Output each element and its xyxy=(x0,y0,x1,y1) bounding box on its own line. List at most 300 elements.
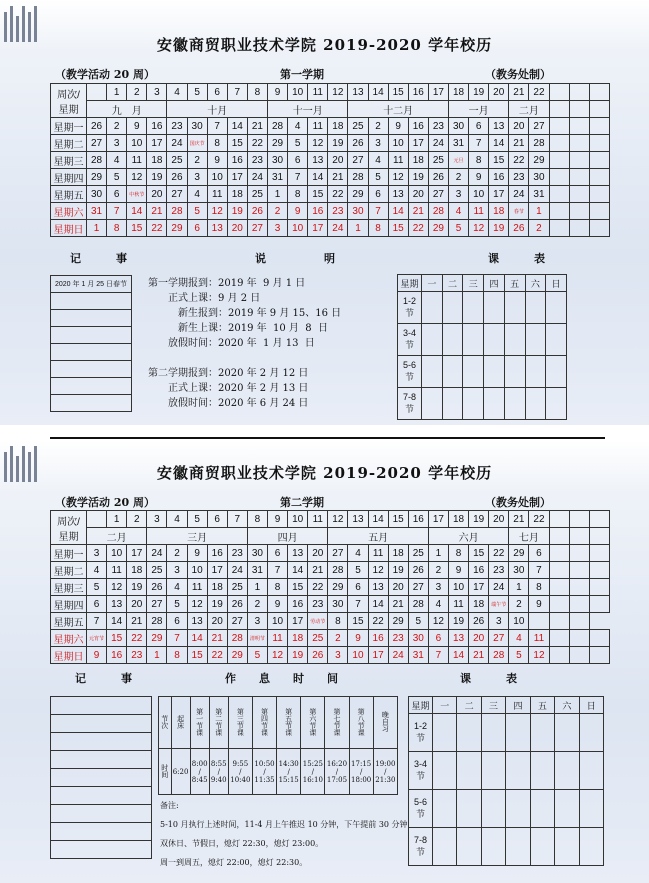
date-cell: 5 xyxy=(348,562,368,579)
schedule-cell xyxy=(579,714,603,752)
notes-text xyxy=(148,276,341,411)
date-cell: 25 xyxy=(147,562,167,579)
date-cell: 7 xyxy=(348,596,368,613)
date-cell: 28 xyxy=(489,647,509,664)
semester-two-panel xyxy=(0,440,649,883)
work-head-cell xyxy=(209,697,228,749)
date-cell: 29 xyxy=(328,579,348,596)
date-cell: 6 xyxy=(368,186,388,203)
week-number: 12 xyxy=(328,84,348,101)
work-time-cell xyxy=(171,749,190,795)
date-cell: 12 xyxy=(267,647,287,664)
date-cell: 11 xyxy=(448,596,468,613)
date-cell: 26 xyxy=(227,596,247,613)
date-cell: 23 xyxy=(428,118,448,135)
calendar-row xyxy=(51,545,610,562)
date-cell: 10 xyxy=(267,613,287,630)
date-cell: 1 xyxy=(147,647,167,664)
period-label: 7-8 节 xyxy=(409,828,433,866)
day-label: 星期一 xyxy=(51,118,87,135)
date-cell: 6 xyxy=(288,152,308,169)
work-time-part: 16:10 xyxy=(302,775,323,784)
date-cell: 30 xyxy=(328,596,348,613)
date-cell: 16 xyxy=(308,203,328,220)
week-number: 10 xyxy=(288,84,308,101)
date-cell: 11 xyxy=(308,118,328,135)
blank-cell xyxy=(549,135,569,152)
date-cell: 30 xyxy=(448,118,468,135)
record-line xyxy=(51,697,152,715)
date-cell: 24 xyxy=(509,186,529,203)
month-label: 二月 xyxy=(87,528,147,545)
record-line xyxy=(51,733,152,751)
date-cell: 20 xyxy=(408,186,428,203)
work-head-text: 节次 xyxy=(160,714,169,729)
week-label xyxy=(51,84,87,118)
note-line: 正式上课：2020 年 2 月 13 日 xyxy=(148,383,309,394)
blank-cell xyxy=(569,152,589,169)
date-cell: 5 xyxy=(368,169,388,186)
date-cell: 15 xyxy=(187,647,207,664)
date-cell: 22 xyxy=(147,220,167,237)
day-label: 星期四 xyxy=(51,169,87,186)
schedule-head-cell: 六 xyxy=(525,275,546,292)
date-cell: 3 xyxy=(107,135,127,152)
remarks-title: 备注: xyxy=(160,801,179,810)
date-cell: 10 xyxy=(469,186,489,203)
schedule-cell xyxy=(525,388,546,420)
date-cell: 18 xyxy=(207,579,227,596)
date-cell: 2 xyxy=(247,596,267,613)
month-label: 三月 xyxy=(147,528,248,545)
date-cell: 24 xyxy=(227,562,247,579)
work-head-cell xyxy=(325,697,349,749)
date-cell: 11 xyxy=(207,186,227,203)
work-head-text: 第七节课 xyxy=(332,707,341,736)
date-cell: 27 xyxy=(408,579,428,596)
work-time-part: 6:20 xyxy=(172,767,189,776)
schedule-table xyxy=(397,274,567,420)
schedule-cell xyxy=(433,752,457,790)
calendar-row xyxy=(51,630,610,647)
work-head-cell xyxy=(252,697,276,749)
schedule-cell xyxy=(504,292,525,324)
date-cell: 4 xyxy=(448,203,468,220)
date-cell: 4 xyxy=(187,186,207,203)
date-cell: 5 xyxy=(187,203,207,220)
date-cell: 11 xyxy=(187,579,207,596)
record-line xyxy=(51,805,152,823)
schedule-head-cell: 一 xyxy=(422,275,443,292)
date-cell: 3 xyxy=(267,220,287,237)
date-cell: 11 xyxy=(107,562,127,579)
work-head-text: 第四节课 xyxy=(260,707,269,736)
blank-cell xyxy=(569,562,589,579)
date-cell: 10 xyxy=(448,579,468,596)
schedule-head-cell: 二 xyxy=(442,275,463,292)
date-cell: 1 xyxy=(247,579,267,596)
date-cell: 1 xyxy=(428,545,448,562)
schedule-cell xyxy=(484,292,505,324)
calendar-row xyxy=(51,220,610,237)
record-line xyxy=(51,344,132,361)
date-cell: 23 xyxy=(509,169,529,186)
week-number: 8 xyxy=(247,511,267,528)
date-cell: 19 xyxy=(489,220,509,237)
date-cell: 19 xyxy=(127,579,147,596)
date-cell: 3 xyxy=(448,186,468,203)
blank-cell xyxy=(569,186,589,203)
calendar-row xyxy=(51,152,610,169)
work-time-part: 17:05 xyxy=(326,775,348,784)
date-cell: 22 xyxy=(247,135,267,152)
day-label: 星期三 xyxy=(51,579,87,596)
work-time-part: 8:00 xyxy=(191,759,208,768)
date-cell: 15 xyxy=(469,545,489,562)
date-cell: 11 xyxy=(388,152,408,169)
schedule-cell xyxy=(555,828,579,866)
week-number: 21 xyxy=(509,84,529,101)
day-label: 星期二 xyxy=(51,135,87,152)
work-time-part: 14:30 xyxy=(278,759,299,768)
work-time-sep: / xyxy=(263,767,266,776)
date-cell: 13 xyxy=(187,613,207,630)
schedule-cell xyxy=(457,790,481,828)
date-cell: 30 xyxy=(509,562,529,579)
date-cell: 17 xyxy=(227,169,247,186)
date-cell: 24 xyxy=(247,169,267,186)
record-line xyxy=(51,395,132,412)
date-cell: 19 xyxy=(328,135,348,152)
date-cell: 23 xyxy=(247,152,267,169)
date-cell: 8 xyxy=(469,152,489,169)
schedule-cell xyxy=(422,324,443,356)
blank-cell xyxy=(589,220,609,237)
schedule-cell xyxy=(463,356,484,388)
record-line xyxy=(51,841,152,859)
date-cell: 16 xyxy=(368,630,388,647)
schedule-cell xyxy=(530,752,554,790)
work-time-label-text: 时间 xyxy=(160,763,169,778)
date-cell: 6 xyxy=(87,596,107,613)
date-cell: 3 xyxy=(368,135,388,152)
month-label: 六月 xyxy=(428,528,508,545)
work-time-part: 10:50 xyxy=(254,759,275,768)
work-time-cell xyxy=(325,749,349,795)
day-label: 星期三 xyxy=(51,152,87,169)
schedule-cell xyxy=(442,292,463,324)
date-cell: 28 xyxy=(348,169,368,186)
date-cell: 13 xyxy=(308,152,328,169)
blank-cell xyxy=(589,511,609,528)
schedule-heading: 课 表 xyxy=(488,252,557,265)
record-line xyxy=(51,787,152,805)
date-cell: 10 xyxy=(127,135,147,152)
period-label: 3-4 节 xyxy=(398,324,422,356)
week-number: 8 xyxy=(247,84,267,101)
date-cell: 11 xyxy=(127,152,147,169)
week-number: 18 xyxy=(448,511,468,528)
blank-cell xyxy=(589,203,609,220)
work-head-text: 第一节课 xyxy=(195,707,204,736)
schedule-row xyxy=(398,292,567,324)
calendar-table xyxy=(50,83,610,237)
week-number: 1 xyxy=(107,511,127,528)
work-time-part: 11:35 xyxy=(254,775,275,784)
calendar-row xyxy=(51,135,610,152)
date-cell: 23 xyxy=(167,118,187,135)
week-number: 3 xyxy=(147,84,167,101)
date-cell: 23 xyxy=(127,647,147,664)
date-cell: 19 xyxy=(207,596,227,613)
blank-cell xyxy=(569,118,589,135)
page-title: 安徽商贸职业技术学院 2019-2020 学年校历 xyxy=(156,36,493,54)
date-cell: 26 xyxy=(167,169,187,186)
schedule-cell xyxy=(422,356,443,388)
date-cell: 21 xyxy=(509,135,529,152)
date-cell: 31 xyxy=(267,169,287,186)
date-cell: 16 xyxy=(469,562,489,579)
blank-cell xyxy=(589,186,609,203)
week-number: 5 xyxy=(187,84,207,101)
week-number: 15 xyxy=(388,84,408,101)
schedule-head-cell: 二 xyxy=(457,697,481,714)
week-cell xyxy=(87,84,107,101)
date-cell: 1 xyxy=(348,220,368,237)
date-cell: 20 xyxy=(227,220,247,237)
date-cell: 25 xyxy=(167,152,187,169)
record-line xyxy=(51,327,132,344)
work-time-part: 9:55 xyxy=(232,759,249,768)
date-cell: 21 xyxy=(388,596,408,613)
date-cell: 30 xyxy=(247,545,267,562)
work-time-cell xyxy=(301,749,325,795)
date-cell: 8 xyxy=(267,579,287,596)
calendar-row xyxy=(51,118,610,135)
blank-cell xyxy=(589,118,609,135)
date-cell: 31 xyxy=(448,135,468,152)
date-cell: 21 xyxy=(247,118,267,135)
blank-cell xyxy=(569,545,589,562)
date-cell: 27 xyxy=(87,135,107,152)
schedule-cell xyxy=(504,324,525,356)
schedule-cell xyxy=(555,714,579,752)
date-cell: 17 xyxy=(368,647,388,664)
week-number: 19 xyxy=(469,511,489,528)
work-head-text: 起床 xyxy=(176,714,185,729)
week-number: 2 xyxy=(127,511,147,528)
schedule-cell xyxy=(506,714,530,752)
date-cell: 5 xyxy=(509,647,529,664)
work-time-part: 19:00 xyxy=(375,759,396,768)
week-number: 19 xyxy=(469,84,489,101)
week-number: 6 xyxy=(207,84,227,101)
date-cell: 21 xyxy=(328,169,348,186)
note-line: 第二学期报到：2020 年 2 月 12 日 xyxy=(148,368,309,379)
schedule-cell xyxy=(525,356,546,388)
month-label: 九 月 xyxy=(87,101,167,118)
period-label: 7-8 节 xyxy=(398,388,422,420)
blank-cell xyxy=(549,647,569,664)
date-cell: 5 xyxy=(167,596,187,613)
day-label: 星期六 xyxy=(51,203,87,220)
schedule-head-cell: 五 xyxy=(504,275,525,292)
date-cell: 14 xyxy=(227,118,247,135)
day-label: 星期五 xyxy=(51,186,87,203)
schedule-row xyxy=(409,752,604,790)
day-label: 星期四 xyxy=(51,596,87,613)
schedule-cell xyxy=(525,324,546,356)
blank-cell xyxy=(589,630,609,647)
period-label: 1-2 节 xyxy=(398,292,422,324)
date-cell: 31 xyxy=(529,186,549,203)
schedule-cell xyxy=(504,356,525,388)
blank-cell xyxy=(569,203,589,220)
date-cell: 7 xyxy=(167,630,187,647)
blank-cell xyxy=(549,596,569,613)
week-number: 13 xyxy=(348,84,368,101)
date-cell: 1 xyxy=(267,186,287,203)
blank-cell xyxy=(549,186,569,203)
schedule-cell xyxy=(546,388,567,420)
week-number: 15 xyxy=(388,511,408,528)
date-cell: 29 xyxy=(147,630,167,647)
week-number: 4 xyxy=(167,511,187,528)
record-line xyxy=(51,378,132,395)
remark-line: 双休日、节假日，熄灯 22:30，熄灯 23:00。 xyxy=(160,839,324,848)
schedule-cell xyxy=(506,828,530,866)
schedule-cell xyxy=(422,388,443,420)
date-cell: 3 xyxy=(87,545,107,562)
date-cell: 23 xyxy=(308,596,328,613)
blank-cell xyxy=(569,169,589,186)
date-cell: 13 xyxy=(107,596,127,613)
date-cell: 7 xyxy=(207,118,227,135)
date-cell: 9 xyxy=(469,169,489,186)
date-cell: 27 xyxy=(529,118,549,135)
month-label: 十月 xyxy=(167,101,268,118)
week-label-bottom: 星期 xyxy=(58,531,79,543)
schedule-cell xyxy=(463,324,484,356)
date-cell: 21 xyxy=(408,203,428,220)
date-cell: 7 xyxy=(368,203,388,220)
date-cell: 7 xyxy=(529,562,549,579)
date-cell: 29 xyxy=(509,545,529,562)
schedule-cell xyxy=(463,292,484,324)
date-cell: 3 xyxy=(167,562,187,579)
work-head-cell xyxy=(228,697,252,749)
day-label: 星期五 xyxy=(51,613,87,630)
date-cell: 20 xyxy=(388,579,408,596)
work-time-sep: / xyxy=(311,767,314,776)
schedule-cell xyxy=(530,790,554,828)
blank-cell xyxy=(569,84,589,101)
blank-cell xyxy=(549,101,569,118)
date-cell: 20 xyxy=(308,545,328,562)
date-cell: 12 xyxy=(127,169,147,186)
month-label: 十一月 xyxy=(267,101,347,118)
week-number: 13 xyxy=(348,511,368,528)
date-cell: 18 xyxy=(147,152,167,169)
work-time-sep: / xyxy=(335,767,339,776)
date-cell: 27 xyxy=(147,596,167,613)
date-cell: 16 xyxy=(107,647,127,664)
date-cell: 9 xyxy=(127,118,147,135)
date-cell: 17 xyxy=(207,562,227,579)
week-number: 17 xyxy=(428,84,448,101)
work-time-cell xyxy=(209,749,228,795)
date-cell: 28 xyxy=(227,630,247,647)
semester-one-panel xyxy=(0,0,649,425)
date-cell: 14 xyxy=(388,203,408,220)
date-cell: 6 xyxy=(267,545,287,562)
date-cell: 3 xyxy=(247,613,267,630)
record-line xyxy=(51,769,152,787)
calendar-row xyxy=(51,186,610,203)
date-cell: 19 xyxy=(388,562,408,579)
schedule-cell xyxy=(555,752,579,790)
date-cell: 29 xyxy=(167,220,187,237)
week-label-bottom: 星期 xyxy=(58,104,79,116)
date-cell: 19 xyxy=(408,169,428,186)
records-heading: 记 事 xyxy=(75,672,144,685)
date-cell: 17 xyxy=(408,135,428,152)
work-time-cell xyxy=(190,749,209,795)
blank-cell xyxy=(569,101,589,118)
date-cell: 31 xyxy=(408,647,428,664)
records-box xyxy=(50,696,152,859)
schedule-cell xyxy=(433,790,457,828)
page-title: 安徽商贸职业技术学院 2019-2020 学年校历 xyxy=(156,464,493,482)
schedule-cell xyxy=(579,828,603,866)
blank-cell xyxy=(589,596,609,613)
schedule-cell xyxy=(433,828,457,866)
date-cell: 14 xyxy=(127,203,147,220)
note-line: 放假时间：2020 年 1 月 13 日 xyxy=(148,338,315,349)
work-time-table xyxy=(158,696,398,795)
date-cell: 24 xyxy=(147,545,167,562)
blank-cell xyxy=(569,630,589,647)
date-cell: 7 xyxy=(87,613,107,630)
date-cell: 27 xyxy=(227,613,247,630)
date-cell: 9 xyxy=(288,203,308,220)
date-cell: 5 xyxy=(408,613,428,630)
blank-cell xyxy=(589,84,609,101)
date-cell: 9 xyxy=(348,630,368,647)
date-cell: 7 xyxy=(267,562,287,579)
date-cell: 11 xyxy=(529,630,549,647)
date-cell: 30 xyxy=(87,186,107,203)
blank-cell xyxy=(549,220,569,237)
week-number: 6 xyxy=(207,511,227,528)
day-label: 星期二 xyxy=(51,562,87,579)
week-number: 12 xyxy=(328,511,348,528)
blank-cell xyxy=(589,101,609,118)
schedule-heading: 课 表 xyxy=(460,672,529,685)
work-head-text: 第八节课 xyxy=(357,707,366,736)
period-label: 5-6 节 xyxy=(398,356,422,388)
date-cell: 2 xyxy=(267,203,287,220)
schedule-cell xyxy=(530,714,554,752)
schedule-head-cell: 星期 xyxy=(409,697,433,714)
month-label: 五月 xyxy=(328,528,429,545)
schedule-head-cell: 五 xyxy=(530,697,554,714)
date-cell: 国庆节 xyxy=(187,135,207,152)
date-cell: 4 xyxy=(509,630,529,647)
schedule-cell xyxy=(481,790,505,828)
date-cell: 29 xyxy=(227,647,247,664)
date-cell: 1 xyxy=(529,203,549,220)
